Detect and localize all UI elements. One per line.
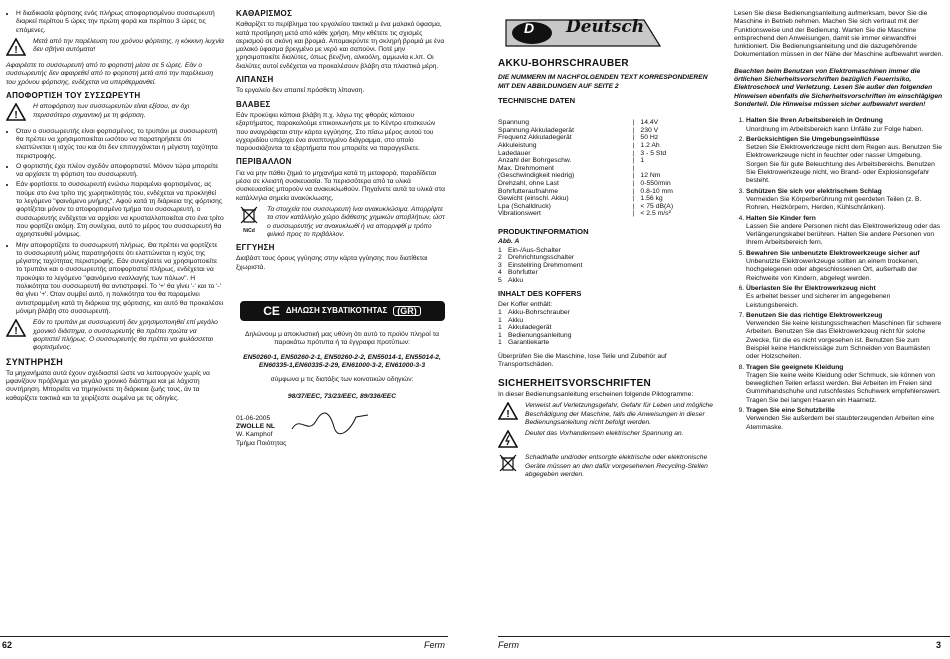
pictogram-row <box>498 402 716 427</box>
spec-table <box>498 119 698 218</box>
section-heading: ΛΙΠΑΝΣΗ <box>236 75 274 85</box>
safety-rule-text: Verwenden Sie keine leistungsschwachen Maschinen für schwere Arbeiten. Benutzen Sie das Elektrowerkzeug nicht für solche Zwecke, für die es nicht vorgesehen ist. Benutzen Sie zum Beispiel keine Handkreissäge zum Schneiden von Baumästen oder Holzscheiten. <box>746 320 942 361</box>
brand-footer: Ferm <box>498 640 519 650</box>
table-separator: | <box>632 210 635 218</box>
paragraph: Lesen Sie diese Bedienungsanleitung aufmerksam, bevor Sie die Maschine in Betrieb nehmen. Machen Sie sich vertraut mit der Funktionsweise und der Bedienung. Warten Sie die Maschine entsprechend den Anweisungen, damit sie immer einwandfrei funktioniert. Die Bedienungsanleitung und die dazugehörende Dokumentation müssen in der Nähe der Maschine aufbewahrt werden. <box>734 10 944 59</box>
table-cell-label: Spannung <box>498 119 529 127</box>
pictogram-text: Deutet das Vorhandensein elektrischer Spannung an. <box>525 430 684 438</box>
table-cell-value: Garantiekarte <box>508 339 550 347</box>
subtitle: DIE NUMMERN IM NACHFOLGENDEN TEXT KORRESPONDIEREN MIT DEN ABBILDUNGEN AUF SEITE 2 <box>498 74 708 90</box>
table-cell-label: Spannung Akkuladegerät <box>498 126 574 134</box>
contents-intro: Der Koffer enthält: <box>498 300 553 308</box>
table-cell-value: 0-550/min <box>640 179 671 187</box>
list-item: • Όταν ο συσσωρευτής είναι φορτισμένος, το τρυπάνι με συσσωρευτή θα πρέπει να χρησιμοποιείται ωσότου να παρατηρήσετε ότι ελαττώνεται η ισχύς του και ότι δεν επιτυγχάνεται η μέγιστη ταχύτητα περιστροφής. <box>16 128 224 161</box>
table-cell-value: 1 <box>640 157 645 165</box>
section-heading: ΕΓΓΥΗΣΗ <box>236 243 275 253</box>
safety-rule <box>746 364 944 405</box>
paragraph: Εάν προκύψει κάποια βλάβη π.χ. λόγω της φθοράς κάποιου εξαρτήματος, παρακαλούμε επικοινωνήστε με το Κέντρο επισκευών που αναγράφεται στην κάρτα εγγύησης. Στο πίσω μέρος αυτού του εγχειριδίου υπάρχει ένα αναπτυγμένο διάγραμμα, στο οποίο παρουσιάζονται τα εξαρτήματα που μπορείτε να παραγγείλετε. <box>236 111 436 153</box>
german-column-2 <box>734 10 944 434</box>
table-separator: | <box>632 202 635 210</box>
table-row <box>498 210 698 218</box>
svg-text:!: ! <box>506 409 510 421</box>
paragraph: Διαβάστ τους όρους γγύησης στην κάρτα γγύησης που διατίθεται ξχωριστά. <box>236 255 428 271</box>
section-heading: ΠΕΡΙΒΑΛΛΟΝ <box>236 157 292 167</box>
section-heading: ΑΠΟΦΟΡΤΙΣΗ ΤΟΥ ΣΥΣΣΩΡΕΥΤΗ <box>6 91 141 101</box>
safety-rule <box>746 312 944 362</box>
table-cell-label: 1 <box>498 324 502 332</box>
table-cell-value: 3 - 5 Std <box>640 149 667 157</box>
table-separator: | <box>632 119 635 127</box>
table-cell-label: 1 <box>498 246 502 254</box>
table-cell-value: Akkuladegerät <box>508 324 552 332</box>
pictogram-text: Verweist auf Verletzungsgefahr, Gefahr für Leben und mögliche Beschädigung der Maschine, falls die Anweisungen in dieser Bedienungsanleitung nicht befolgt werden. <box>525 402 713 426</box>
table-separator: | <box>632 164 635 172</box>
city: ZWOLLE NL <box>236 423 276 431</box>
signer-dept: Τμήμα Ποιότητας <box>236 439 287 447</box>
table-cell-value: 14.4V <box>640 119 659 127</box>
warning-icon <box>6 103 28 124</box>
safety-rule-text: Tragen Sie keine weite Kleidung oder Schmuck, sie können von beweglichen Teilen erfasst werden. Bei Arbeiten im Freien sind Gummihandschuhe und rutschfestes Schuhwerk empfehlenswert. Tragen Sie bei langen Haaren ein Haarnetz. <box>746 371 941 404</box>
page-number: 3 <box>936 640 942 650</box>
table-cell-value: Akku <box>508 316 524 324</box>
footer-rule <box>0 636 448 637</box>
contents-table <box>498 309 716 347</box>
warning-text: Μετά από την παρέλευση του χρόνου φόρτισης, η κόκκινη λυχνία δεν σβήνει αυτόματα! <box>33 37 224 54</box>
section-heading: PRODUKTINFORMATION <box>498 226 589 236</box>
date: 01-06-2005 <box>236 414 271 422</box>
table-row <box>498 157 698 165</box>
svg-text:!: ! <box>14 110 18 122</box>
table-row <box>498 165 698 173</box>
ce-title: ΔΗΛΩΣΗ ΣΥΒΑΤΙΚΟΤΗΤΑΣ <box>285 305 388 315</box>
table-cell-value: 50 Hz <box>640 134 659 142</box>
table-cell-label: 2 <box>498 254 502 262</box>
table-cell-value: Ein-/Aus-Schalter <box>508 246 561 254</box>
product-parts-table <box>498 247 716 285</box>
table-cell-value <box>640 165 698 173</box>
table-cell-label: 1 <box>498 316 502 324</box>
table-cell-label: Frequenz Akkuladegerät <box>498 134 572 142</box>
table-cell-value: < 2.5 m/s² <box>640 210 671 218</box>
table-row <box>498 324 716 332</box>
declaration-text: Δηλώνουμ μ αποκλιστική μας υθύνη ότι αυτό το προϊόν πληροί τα παρακάτω πρότυπα ή τα έγγραφα προτύπων: <box>245 331 439 347</box>
pictogram-row <box>498 430 716 451</box>
safety-rule-title: 5. Bewahren Sie unbenutzte Elektrowerkzeuge sicher auf <box>746 249 920 257</box>
signature <box>290 411 370 437</box>
section-heading: TECHNISCHE DATEN <box>498 95 576 105</box>
page-number: 62 <box>2 640 13 650</box>
safety-rule-text: Unbenutzte Elektrowerkzeuge sollten an einem trockenen, hochgelegenen oder abgeschlossenen Ort, außerhalb der Reichweite von Kindern, abgelegt werden. <box>746 258 919 282</box>
paragraph: Überprüfen Sie die Maschine, lose Teile und Zubehör auf Transportschäden. <box>498 353 667 369</box>
ce-mark: CE <box>263 303 280 318</box>
standards-list: EN50260-1, EN50260-2-1, EN50260-2-2, EN55014-1, EN55014-2, EN60335-1,EN60335-2-29, EN61000-3-2, EN61000-3-3 <box>243 353 441 369</box>
warning-block <box>6 38 224 59</box>
table-cell-label: Ladedauer <box>498 149 531 157</box>
safety-rule-title: 6. Überlasten Sie Ihr Elektrowerkzeug nicht <box>746 284 876 292</box>
table-cell-value: Drehrichtungsschalter <box>508 254 575 262</box>
table-row <box>498 247 716 255</box>
warning-icon <box>6 319 28 352</box>
table-cell-value: 1.2 Ah <box>640 141 660 149</box>
brand-footer: Ferm <box>424 640 445 650</box>
safety-rule-text: Vermeiden Sie Körperberührung mit geerdeten Teilen (z. B. Rohren, Heizkörpern, Herden, Kühlschränken). <box>746 195 922 212</box>
table-row <box>498 317 716 325</box>
table-separator: | <box>632 195 635 203</box>
section-heading: ΚΑΘΑΡΙΣΜΟΣ <box>236 9 293 18</box>
warning-icon <box>498 402 520 427</box>
table-row <box>498 150 698 158</box>
table-cell-value: Akku <box>508 276 524 284</box>
table-cell-label: (Geschwindigkeit niedrig) <box>498 172 575 180</box>
safety-rules-list <box>734 117 944 432</box>
section-heading: ΒΛΑΒΕΣ <box>236 99 271 109</box>
safety-rule-title: 3. Schützen Sie sich vor elektrischem Schlag <box>746 187 882 195</box>
table-separator: | <box>632 157 635 165</box>
recycle-text: Τα στοιχεία του συσσωρευτή ίναι ανακυκλώσιμα. Απορρίψτε τα στον κατάλληλο χώρο διάθεσης χημικών αποβλήτων, ώστ ο συσσωρευτής να ανακυκλωθί ή να απορριφθί μ τρόπο φιλικό προς το πριβάλλον. <box>267 205 445 238</box>
table-cell-label: Drehzahl, ohne Last <box>498 179 559 187</box>
safety-rule <box>746 215 944 248</box>
directives-intro: σύμφωνα μ τις διατάξις των κοινοτικών οδηγιών: <box>270 376 414 384</box>
safety-rule <box>746 188 944 213</box>
section-heading: INHALT DES KOFFERS <box>498 289 582 299</box>
table-row <box>498 269 716 277</box>
table-row <box>498 172 698 180</box>
footer-rule <box>498 636 950 637</box>
safety-rule <box>746 136 944 186</box>
signer-name: W. Kamphof <box>236 431 273 439</box>
paragraph: In dieser Bedienungsanleitung erscheinen folgende Piktogramme: <box>498 390 694 398</box>
table-cell-label: Bohrfutteraufnahme <box>498 187 559 195</box>
table-cell-label: 1 <box>498 331 502 339</box>
table-row <box>498 277 716 285</box>
svg-text:!: ! <box>14 326 18 338</box>
nicd-label: NiCd <box>243 228 255 235</box>
weee-bin-icon <box>498 454 520 479</box>
safety-rule <box>746 285 944 310</box>
table-row <box>498 180 698 188</box>
safety-rule-text: Verwenden Sie außerdem bei staubterzeugenden Arbeiten eine Atemmaske. <box>746 415 935 431</box>
table-cell-label: Anzahl der Bohrgeschw. <box>498 157 572 165</box>
table-cell-value: 0.8-10 mm <box>640 187 673 195</box>
table-cell-value: Bohrfutter <box>508 269 538 277</box>
list-item: • Ο φορτιστής έχει πλέον σχεδόν αποφορτιστεί. Μόνον τώρα μπορείτε να αρχίσετε τη φόρτιση του συσσωρευτή. <box>16 163 224 180</box>
table-separator: | <box>632 141 635 149</box>
language-header <box>504 18 662 48</box>
warning-text: Η αποφόρτιση των συσσωρευτών είναι εξίσου, αν όχι περισσότερο σημαντική με τη φόρτιση. <box>33 103 190 119</box>
table-cell-value: 12 Nm <box>640 172 661 180</box>
paragraph: Καθαρίζετ το περίβλημα του εργαλείου τακτικά μ ένα μαλακό ύφασμα, κατά προτίμηση μετά από κάθε χρήση. Μην κθέτετε τις σχισμές αερισμού σε σκόνη και βρομιά. Απομακρύντε τη σκληρή βρομιά με ένα μαλακό ύφασμα βρεγμένο με νερό και σαπούνι. Ποτέ μην χρησιμοποιείτε διαλύτες, όπως βενζίνη, αλκοόλη, αμμωνία κ.λπ. Οι διαλύτες αυτοί ενδέχεται να προκαλέσουν βλάβη στα πλαστικά μέρη. <box>236 21 445 70</box>
table-row <box>498 195 698 203</box>
warning-icon <box>6 38 28 59</box>
language-name: Deutsch <box>566 17 645 37</box>
svg-text:!: ! <box>14 44 18 56</box>
table-row <box>498 134 698 142</box>
table-cell-label: Akkuleistung <box>498 141 537 149</box>
table-row <box>498 339 716 347</box>
table-row <box>498 309 716 317</box>
safety-rule-title: 4. Halten Sie Kinder fern <box>746 214 816 222</box>
table-cell-value: < 75 dB(A) <box>640 202 674 210</box>
table-cell-label: 1 <box>498 339 502 347</box>
intro-text: • Η διαδικασία φόρτισης ενός πλήρως αποφορτισμένου συσσωρευτή διαρκεί περίπου 5 ώρες την πρώτη φορά και περίπου 3 ώρες τις επόμενες. <box>16 10 224 35</box>
table-cell-value: Bedienungsanleitung <box>508 331 572 339</box>
figure-ref: Abb. A <box>498 238 520 246</box>
warning-block <box>6 103 224 124</box>
table-separator: | <box>632 126 635 134</box>
safety-rule <box>746 250 944 283</box>
list-item: • Εάν φορτίσετε το συσσωρευτή ενώσω παραμένει φορτισμένος, ας πούμε στο ένα τρίτο της χωρητικότητάς του, ενδέχεται να προκληθεί το λεγόμενο "φαινόμενο μνήμης". Αφού κατά τη διάρκεια της φόρτισης φορτίζεται μόνον το αποφορτισμένο τμήμα του συσσωρευτή, ο συσσωρευτής ενδέχεται να αρχίσει να κρυσταλλοποιείται στο ένα τρίτο που φορτίζει ακόμη. Στη συνέχεια, αυτό το μέρος του συσσωρευτή θα αχρηστευθεί μόνιμως. <box>16 181 224 239</box>
ce-declaration-banner <box>240 301 445 321</box>
table-cell-label: 3 <box>498 261 502 269</box>
safety-rule-title: 1. Halten Sie Ihren Arbeitsbereich in Ordnung <box>746 117 883 125</box>
table-cell-label: Gewicht (einschl. Akku) <box>498 195 569 203</box>
safety-rule-text: Lassen Sie andere Personen nicht das Elektrowerkzeug oder das Verlängerungskabel berühren. Halten Sie andere Personen von Ihrem Arbeitsbereich fern. <box>746 222 941 247</box>
safety-rule-title: 2. Berücksichtigen Sie Umgebungseinflüsse <box>746 135 880 143</box>
table-cell-value: Akku-Bohrschrauber <box>508 309 570 317</box>
table-cell-value: Einstellring Drehmoment <box>508 261 583 269</box>
warning-block <box>6 319 224 352</box>
section-heading: ΣΥΝΤΗΡΗΣΗ <box>6 357 64 368</box>
safety-rule-text: Es arbeitet besser und sicherer im angegebenen Leistungsbereich. <box>746 293 891 309</box>
table-separator: | <box>632 149 635 157</box>
safety-rule <box>746 117 944 134</box>
safety-rule-text: Setzen Sie Elektrowerkzeuge nicht dem Regen aus. Benutzen Sie Elektrowerkzeuge nicht in feuchter oder nasser Umgebung. Sorgen Sie für gute Beleuchtung des Arbeitsbereichs. Benutzen Sie Elektrowerkzeuge nicht, wo Brand- oder Explosionsgefahr besteht. <box>746 144 942 185</box>
table-cell-label: Vibrationswert <box>498 210 541 218</box>
language-badge: D <box>524 20 535 36</box>
pictogram-text: Schadhafte und/oder entsorgte elektrische oder elektronische Geräte müssen an den dafür vorgesehenen Recycling-Stellen abgegeben werden. <box>525 454 708 478</box>
table-cell-label: 4 <box>498 269 502 277</box>
table-row <box>498 332 716 340</box>
table-cell-label: 5 <box>498 276 502 284</box>
table-row <box>498 142 698 150</box>
table-cell-label: Max. Drehmoment <box>498 164 554 172</box>
table-cell-label: Lpa (Schalldruck) <box>498 202 551 210</box>
greek-column-1 <box>6 10 224 406</box>
table-cell-label: 1 <box>498 309 502 317</box>
safety-rule-title: 9. Tragen Sie eine Schutzbrille <box>746 407 835 415</box>
table-separator: | <box>632 172 635 180</box>
electric-shock-icon <box>498 430 520 451</box>
safety-rule-title: 8. Tragen Sie geeignete Kleidung <box>746 363 844 371</box>
table-separator: | <box>632 187 635 195</box>
table-cell-value: 1.56 kg <box>640 195 663 203</box>
paragraph: Τα μηχανήματα αυτά έχουν σχεδιαστεί ώστε να λειτουργούν χωρίς να μφανίζουν πρόβλημα για μεγάλο χρονικό διάστημα και με λάχιστη συντήρηση. Μπορείτε να τημηκύνετε τη διάρκεια ζωής τους, άν τα καθαρίζετε τακτικά και τα χειρίζεστε σωμένα με τις οδηγίες. <box>6 369 210 402</box>
greek-column-2 <box>236 10 448 448</box>
table-row <box>498 188 698 196</box>
warning-text: Εάν το τρυπάνι με συσσωρευτή δεν χρησιμοποιηθεί επί μεγάλο χρονικό διάστημα, ο συσσωρευτής θα πρέπει πρώτα να φορτιστεί πλήρως. Ο συσσωρευτής θα πρέπει να φυλάσσεται φορτισμένος. <box>33 319 218 352</box>
table-row <box>498 119 698 127</box>
pictogram-row <box>498 454 716 479</box>
recycle-block <box>236 206 448 239</box>
table-row <box>498 262 716 270</box>
list-item: • Μην αποφορτίζετε το συσσωρευτή πλήρως. Θα πρέπει να φορτίζετε το συσσωρευτή μόλις παρατηρήσετε ότι ελαττώνεται η ισχύς της μέγιστης ταχύτητας περιστροφής. Εάν συνεχίσετε να χρησιμοποιείτε το τρυπάνι και ο συσσωρευτής αποφορτιστεί πλήρως, ενδέχεται να προκύψει το λεγόμενο "φαινόμενο εναλλαγής των πόλων". Η πολικότητα του συσσωρευτή θα αντιστραφεί. Το '+' θα γίνει '-' και το '-' θα γίνει '+'. Όταν συμβεί αυτό, η πολικότητα του θα παραμείνει αντιστραμμένη κατά τη διάρκεια της φόρτισης, και αυτό θα προκαλέσει μόνιμη βλάβη στο συσσωρευτή. <box>16 242 224 317</box>
warning-text-2: Αφαιρέστε το συσσωρευτή από το φορτιστή μέσα σε 5 ώρες. Εάν ο συσσωρευτής δεν αφαιρεθεί από το φορτιστή μετά από την παρέλευση του χρόνου φόρτισης, ενδέχεται να υπερθερμανθεί. <box>6 62 214 86</box>
table-separator: | <box>632 134 635 142</box>
directives-list: 98/37/EEC, 73/23/EEC, 89/336/EEC <box>287 392 397 400</box>
table-separator: | <box>632 179 635 187</box>
safety-rule-text: Unordnung im Arbeitsbereich kann Unfälle zur Folge haben. <box>746 125 924 133</box>
paragraph: Το εργαλείο δεν απαιτεί πρόσθετη λίπανση. <box>236 87 365 95</box>
german-column-1 <box>498 18 716 482</box>
table-row <box>498 127 698 135</box>
table-row <box>498 254 716 262</box>
ce-country: (GR) <box>393 306 421 316</box>
section-heading: SICHERHEITSVORSCHRIFTEN <box>498 377 652 389</box>
product-title: AKKU-BOHRSCHRAUBER <box>498 58 629 69</box>
safety-rule-title: 7. Benutzen Sie das richtige Elektrowerkzeug <box>746 311 883 319</box>
table-cell-value: 230 V <box>640 126 659 134</box>
paragraph: Για να μην πάθει ζημιά το μηχανήμα κατά τη μεταφορά, παραδίδεται μέσα σε κλειστή συσκευασία. Τα περισσότερα από τα υλικά συσκευασίας μπορούν να ανακυκλωθούν. Πηγαίνετε αυτά τα υλικά στα κατάλληλα σημεία ανακύκλωσης. <box>236 169 446 202</box>
safety-note: Beachten beim Benutzen von Elektromaschinen immer die örtlichen Sicherheitsvorschriften bezüglich Feuerrisiko, Elektroschock und Verletzung. Lesen Sie außer den folgenden Hinweisen ebenfalls die Sicherheitsvorschriften im einschlägigen Sonderteil. Die Hinweise müssen sicher aufbewahrt werden! <box>734 67 943 108</box>
weee-bin-icon <box>236 206 262 239</box>
safety-rule <box>746 407 944 432</box>
table-row <box>498 203 698 211</box>
